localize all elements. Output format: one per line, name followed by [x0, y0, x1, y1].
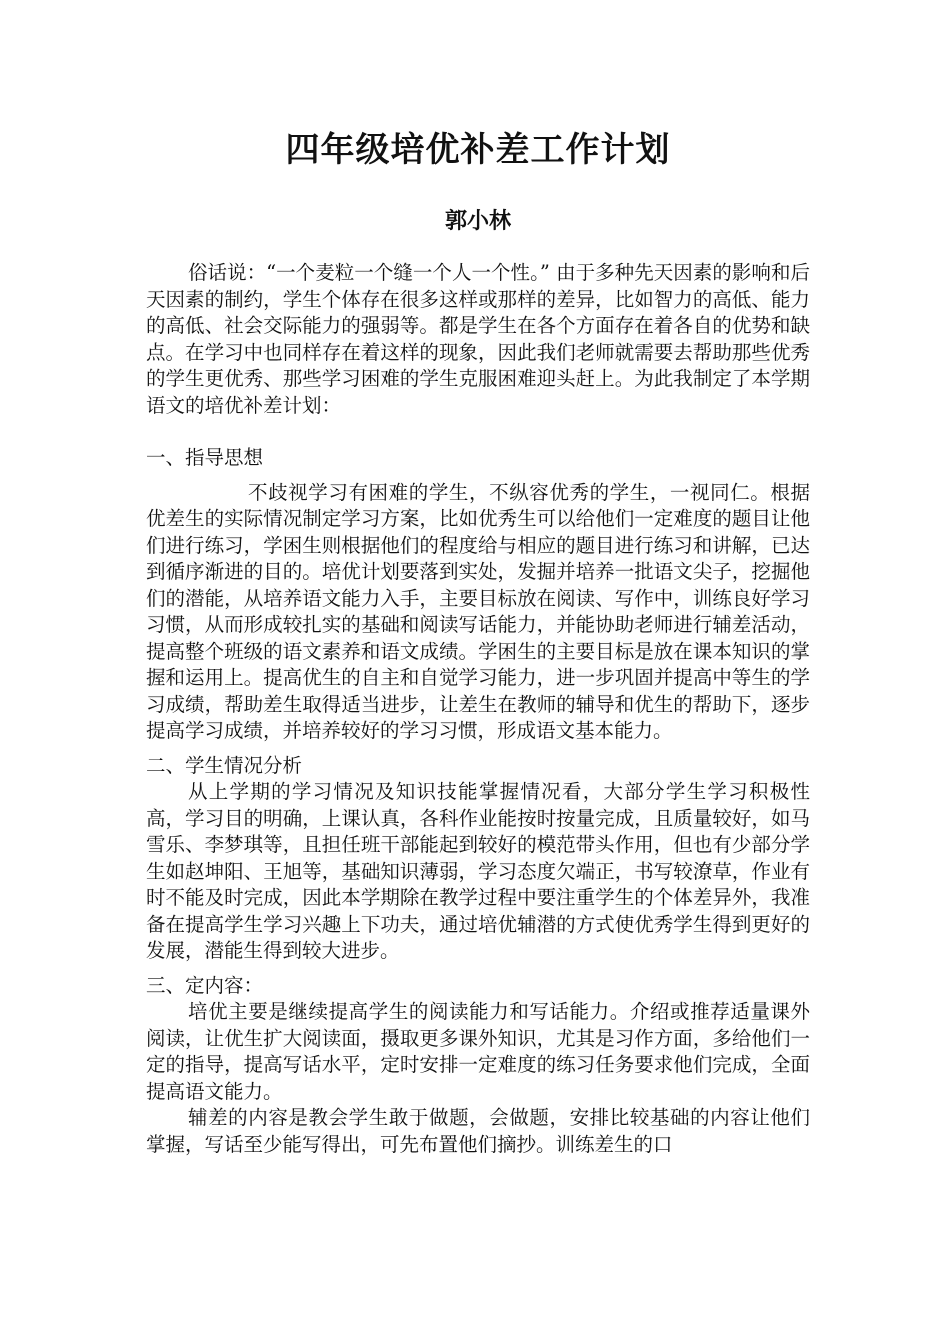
spacer [146, 965, 810, 973]
document-title: 四年级培优补差工作计划 [285, 130, 671, 170]
document-author: 郭小林 [444, 208, 511, 234]
section-paragraph: 培优主要是继续提高学生的阅读能力和写话能力。介绍或推荐适量课外阅读，让优生扩大阅读面，摄取更多课外知识，尤其是习作方面，多给他们一定的指导，提高写话水平，定时安排一定难度的练习任务要求他们完成，全面提高语文能力。 [146, 1000, 810, 1103]
section-paragraph: 辅差的内容是教会学生敢于做题，会做题，安排比较基础的内容让他们掌握，写话至少能写得出，可先布置他们摘抄。训练差生的口 [146, 1106, 810, 1156]
document-page [146, 128, 810, 1158]
intro-paragraph: 俗话说：“一个麦粒一个缝一个人一个性。” 由于多种先天因素的影响和后天因素的制约，学生个体存在很多这样或那样的差异，比如智力的高低、能力的高低、社会交际能力的强弱等。都是学生在各个方面存在着各自的优势和缺点。在学习中也同样存在着这样的现象，因此我们老师就需要去帮助那些优秀的学生更优秀、那些学习困难的学生克服困难迎头赶上。为此我制定了本学期语文的培优补差计划： [146, 261, 810, 417]
section-heading-student-analysis: 二、学生情况分析 [146, 753, 303, 777]
section-paragraph: 从上学期的学习情况及知识技能掌握情况看，大部分学生学习积极性高，学习目的明确，上课认真，各科作业能按时按量完成，且质量较好，如马雪乐、李梦琪等，且担任班干部能起到较好的模范带头作用，但也有少部分学生如赵坤阳、王旭等，基础知识薄弱，学习态度欠端正，书写较潦草，作业有时不能及时完成，因此本学期除在教学过程中要注重学生的个体差异外，我准备在提高学生学习兴趣上下功夫，通过培优辅潜的方式使优秀学生得到更好的发展，潜能生得到较大进步。 [146, 780, 810, 962]
section-heading-content: 三、定内容： [146, 973, 264, 997]
spacer [146, 472, 810, 480]
section-paragraph: 不歧视学习有困难的学生，不纵容优秀的学生，一视同仁。根据优差生的实际情况制定学习方案，比如优秀生可以给他们一定难度的题目让他们进行练习，学困生则根据他们的程度给与相应的题目进行练习和讲解，已达到循序渐进的目的。培优计划要落到实处，发掘并培养一批语文尖子，挖掘他们的潜能，从培养语文能力入手，主要目标放在阅读、写作中，训练良好学习习惯，从而形成较扎实的基础和阅读写话能力，并能协助老师进行辅差活动，提高整个班级的语文素养和语文成绩。学困生的主要目标是放在课本知识的掌握和运用上。提高优生的自主和自觉学习能力，进一步巩固并提高中等生的学习成绩，帮助差生取得适当进步，让差生在教师的辅导和优生的帮助下，逐步提高学习成绩，并培养较好的学习习惯，形成语文基本能力。 [146, 480, 810, 742]
section-heading-guiding-principle: 一、指导思想 [146, 446, 264, 469]
spacer [146, 745, 810, 753]
spacer [146, 419, 810, 445]
